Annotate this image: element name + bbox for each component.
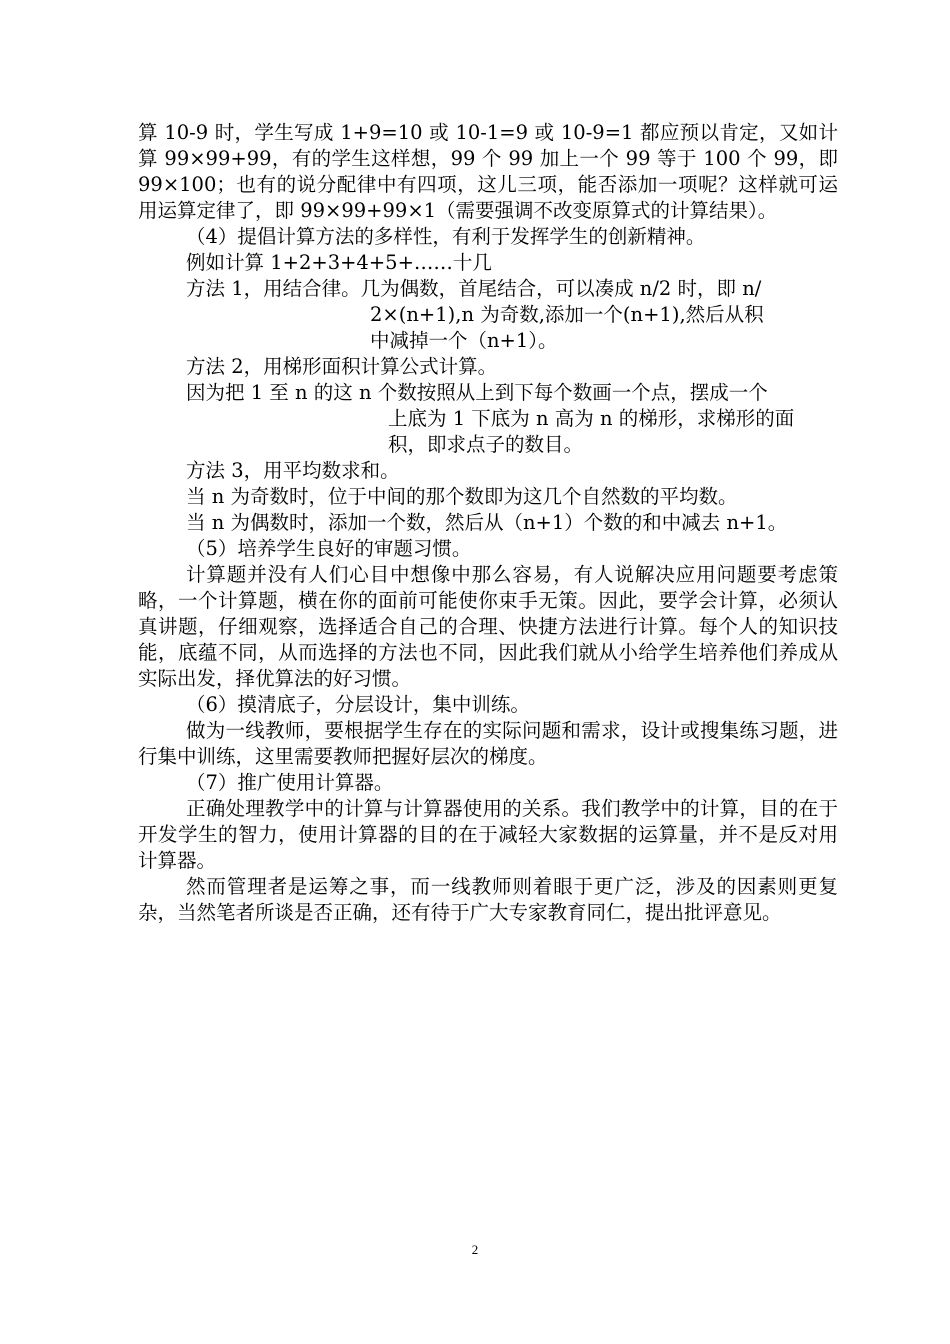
method-2: 方法 2，用梯形面积计算公式计算。 bbox=[186, 355, 498, 378]
method-3: 方法 3，用平均数求和。 bbox=[186, 459, 400, 482]
because-line-1: 因为把 1 至 n 的这 n 个数按照从上到下每个数画一个点，摆成一个 bbox=[186, 381, 768, 404]
paragraph-calculator: 正确处理教学中的计算与计算器使用的关系。我们教学中的计算，目的在于开发学生的智力，使用计算器的目的在于减轻大家数据的运算量，并不是反对用计算器。 bbox=[138, 797, 838, 872]
method-1-line-3: 中减掉一个（n+1）。 bbox=[370, 329, 558, 352]
paragraph-review-habits: 计算题并没有人们心目中想像中那么容易，有人说解决应用问题要考虑策略，一个计算题，横在你的面前可能使你束手无策。因此，要学会计算，必须认真讲题，仔细观察，选择适合自己的合理、快捷方法进行计算。每个人的知识技能，底蕴不同，从而选择的方法也不同，因此我们就从小给学生培养他们养成从实际出发，择优算法的好习惯。 bbox=[138, 563, 838, 690]
heading-review-habits: （5）培养学生良好的审题习惯。 bbox=[186, 537, 472, 560]
example-sum: 例如计算 1+2+3+4+5+……十几 bbox=[186, 251, 492, 274]
heading-layered-design: （6）摸清底子，分层设计，集中训练。 bbox=[186, 693, 530, 716]
paragraph-layered-design: 做为一线教师，要根据学生存在的实际问题和需求，设计或搜集练习题，进行集中训练，这里需要教师把握好层次的梯度。 bbox=[138, 719, 838, 768]
page-number: 2 bbox=[471, 1242, 479, 1257]
heading-diversity: （4）提倡计算方法的多样性，有利于发挥学生的创新精神。 bbox=[186, 225, 706, 248]
odd-case: 当 n 为奇数时，位于中间的那个数即为这几个自然数的平均数。 bbox=[186, 485, 738, 508]
method-1-line-2: 2×(n+1),n 为奇数,添加一个(n+1),然后从积 bbox=[370, 303, 764, 326]
even-case: 当 n 为偶数时，添加一个数，然后从（n+1）个数的和中减去 n+1。 bbox=[186, 511, 788, 534]
paragraph-conclusion: 然而管理者是运筹之事，而一线教师则着眼于更广泛，涉及的因素则更复杂，当然笔者所谈是否正确，还有待于广大专家教育同仁，提出批评意见。 bbox=[138, 875, 838, 924]
paragraph-calculation-examples: 算 10-9 时，学生写成 1+9=10 或 10-1=9 或 10-9=1 都应预以肯定，又如计算 99×99+99，有的学生这样想，99 个 99 加上一个 99 等于 100 个 99，即 99×100；也有的说分配律中有四项，这儿三项，能否添加一项呢？这样就可运用运算定律了，即 99×99+99×1（需要强调不改变原算式的计算结果）。 bbox=[138, 121, 838, 222]
heading-calculator: （7）推广使用计算器。 bbox=[186, 771, 394, 794]
because-line-3: 积，即求点子的数目。 bbox=[388, 433, 584, 456]
page-body bbox=[138, 120, 838, 926]
method-1-line-1: 方法 1，用结合律。几为偶数，首尾结合，可以凑成 n/2 时，即 n/ bbox=[186, 277, 762, 300]
because-line-2: 上底为 1 下底为 n 高为 n 的梯形，求梯形的面 bbox=[388, 407, 795, 430]
